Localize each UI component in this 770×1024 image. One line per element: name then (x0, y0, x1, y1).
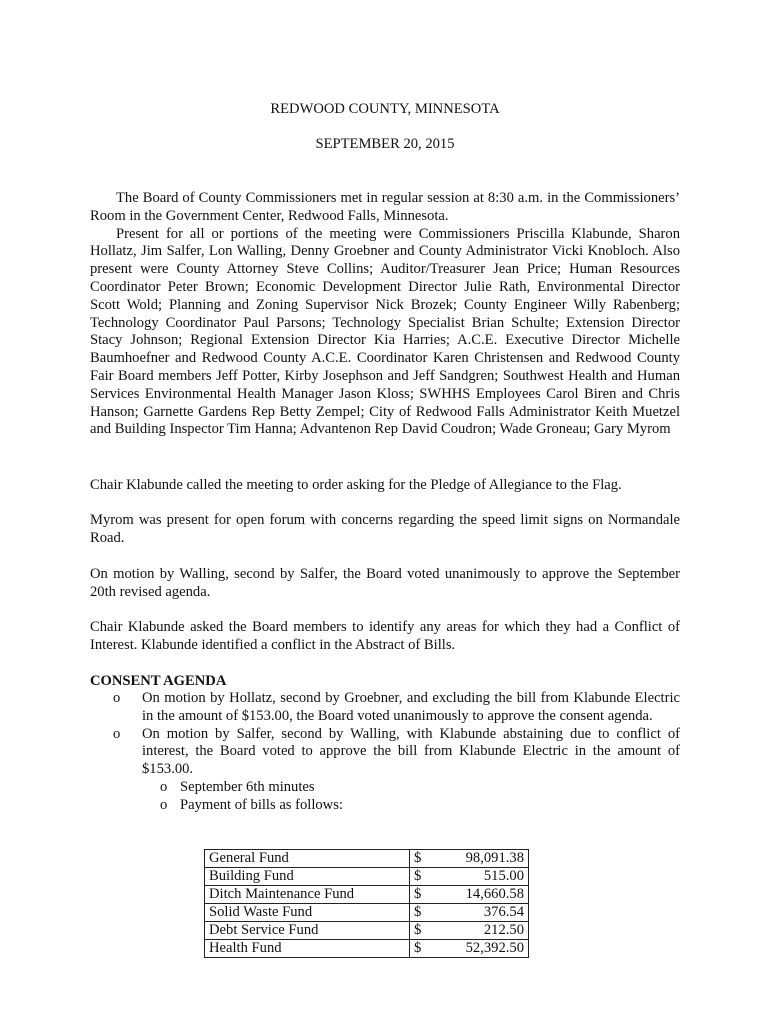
bullet-marker: o (160, 796, 168, 813)
document-title: REDWOOD COUNTY, MINNESOTA (270, 101, 500, 117)
fund-name: Health Fund (205, 940, 410, 958)
agenda-motion-paragraph: On motion by Walling, second by Salfer, the Board voted unanimously to approve the September 20th revised agenda. (90, 566, 680, 600)
fund-amount: 515.00 (428, 868, 529, 886)
fund-amount: 98,091.38 (428, 850, 529, 868)
consent-item-text: On motion by Salfer, second by Walling, with Klabunde abstaining due to conflict of interest, the Board voted to approve the bill from Klabunde Electric in the amount of $153.00. (142, 725, 680, 778)
consent-sublist (142, 779, 680, 815)
bills-table (204, 849, 529, 958)
fund-amount: 52,392.50 (428, 940, 529, 958)
fund-name: Solid Waste Fund (205, 904, 410, 922)
currency-symbol: $ (410, 886, 429, 904)
bullet-marker: o (160, 778, 168, 795)
fund-amount: 376.54 (428, 904, 529, 922)
list-item (90, 690, 680, 726)
fund-amount: 212.50 (428, 922, 529, 940)
table-row (205, 850, 529, 868)
table-row (205, 868, 529, 886)
fund-name: Building Fund (205, 868, 410, 886)
open-forum-paragraph: Myrom was present for open forum with concerns regarding the speed limit signs on Normandale Road. (90, 512, 680, 546)
subitem-text: September 6th minutes (180, 778, 315, 795)
currency-symbol: $ (410, 868, 429, 886)
subitem-text: Payment of bills as follows: (180, 796, 343, 813)
table-row (205, 904, 529, 922)
fund-name: Debt Service Fund (205, 922, 410, 940)
call-to-order-paragraph: Chair Klabunde called the meeting to order asking for the Pledge of Allegiance to the Flag. (90, 477, 622, 493)
currency-symbol: $ (410, 940, 429, 958)
bullet-marker: o (113, 725, 121, 742)
consent-agenda-list (90, 690, 680, 815)
table-row (205, 922, 529, 940)
fund-name: General Fund (205, 850, 410, 868)
opening-section (90, 190, 680, 439)
currency-symbol: $ (410, 850, 429, 868)
consent-item-text: On motion by Hollatz, second by Groebner, and excluding the bill from Klabunde Electric in the amount of $153.00, the Board voted unanimously to approve the consent agenda. (142, 690, 680, 724)
bullet-marker: o (113, 690, 121, 706)
currency-symbol: $ (410, 904, 429, 922)
list-item (142, 779, 680, 797)
meeting-date: SEPTEMBER 20, 2015 (315, 136, 455, 152)
consent-agenda-heading: CONSENT AGENDA (90, 673, 227, 689)
currency-symbol: $ (410, 922, 429, 940)
list-item (90, 726, 680, 815)
fund-name: Ditch Maintenance Fund (205, 886, 410, 904)
table-row (205, 940, 529, 958)
list-item (142, 797, 680, 815)
table-row (205, 886, 529, 904)
attendance-paragraph: Present for all or portions of the meeting were Commissioners Priscilla Klabunde, Sharon Hollatz, Jim Salfer, Lon Walling, Denny Groebner and County Administrator Vicki Knobloch. Also present were County Attorney Steve Collins; Auditor/Treasurer Jean Price; Human Resources Coordinator Peter Brown; Economic Development Director Julie Rath, Environmental Director Scott Wold; Planning and Zoning Supervisor Nick Brozek; County Engineer Willy Rabenberg; Technology Coordinator Paul Parsons; Technology Specialist Brian Schulte; Extension Director Stacy Johnson; Regional Extension Director Kia Harries; A.C.E. Executive Director Michelle Baumhoefner and Redwood County A.C.E. Coordinator Karen Christensen and Redwood County Fair Board members Jeff Potter, Kirby Josephson and Jeff Sandgren; Southwest Health and Human Services Environmental Health Manager Jason Kloss; SWHHS Employees Carol Biren and Chris Hanson; Garnette Gardens Rep Betty Zempel; City of Redwood Falls Administrator Keith Muetzel and Building Inspector Tim Hanna; Advantenon Rep David Coudron; Wade Groneau; Gary Myrom (90, 225, 680, 438)
fund-amount: 14,660.58 (428, 886, 529, 904)
opening-paragraph: The Board of County Commissioners met in regular session at 8:30 a.m. in the Commissioners’ Room in the Government Center, Redwood Falls, Minnesota. (90, 190, 680, 224)
conflict-of-interest-paragraph: Chair Klabunde asked the Board members to identify any areas for which they had a Conflict of Interest. Klabunde identified a conflict in the Abstract of Bills. (90, 619, 680, 653)
